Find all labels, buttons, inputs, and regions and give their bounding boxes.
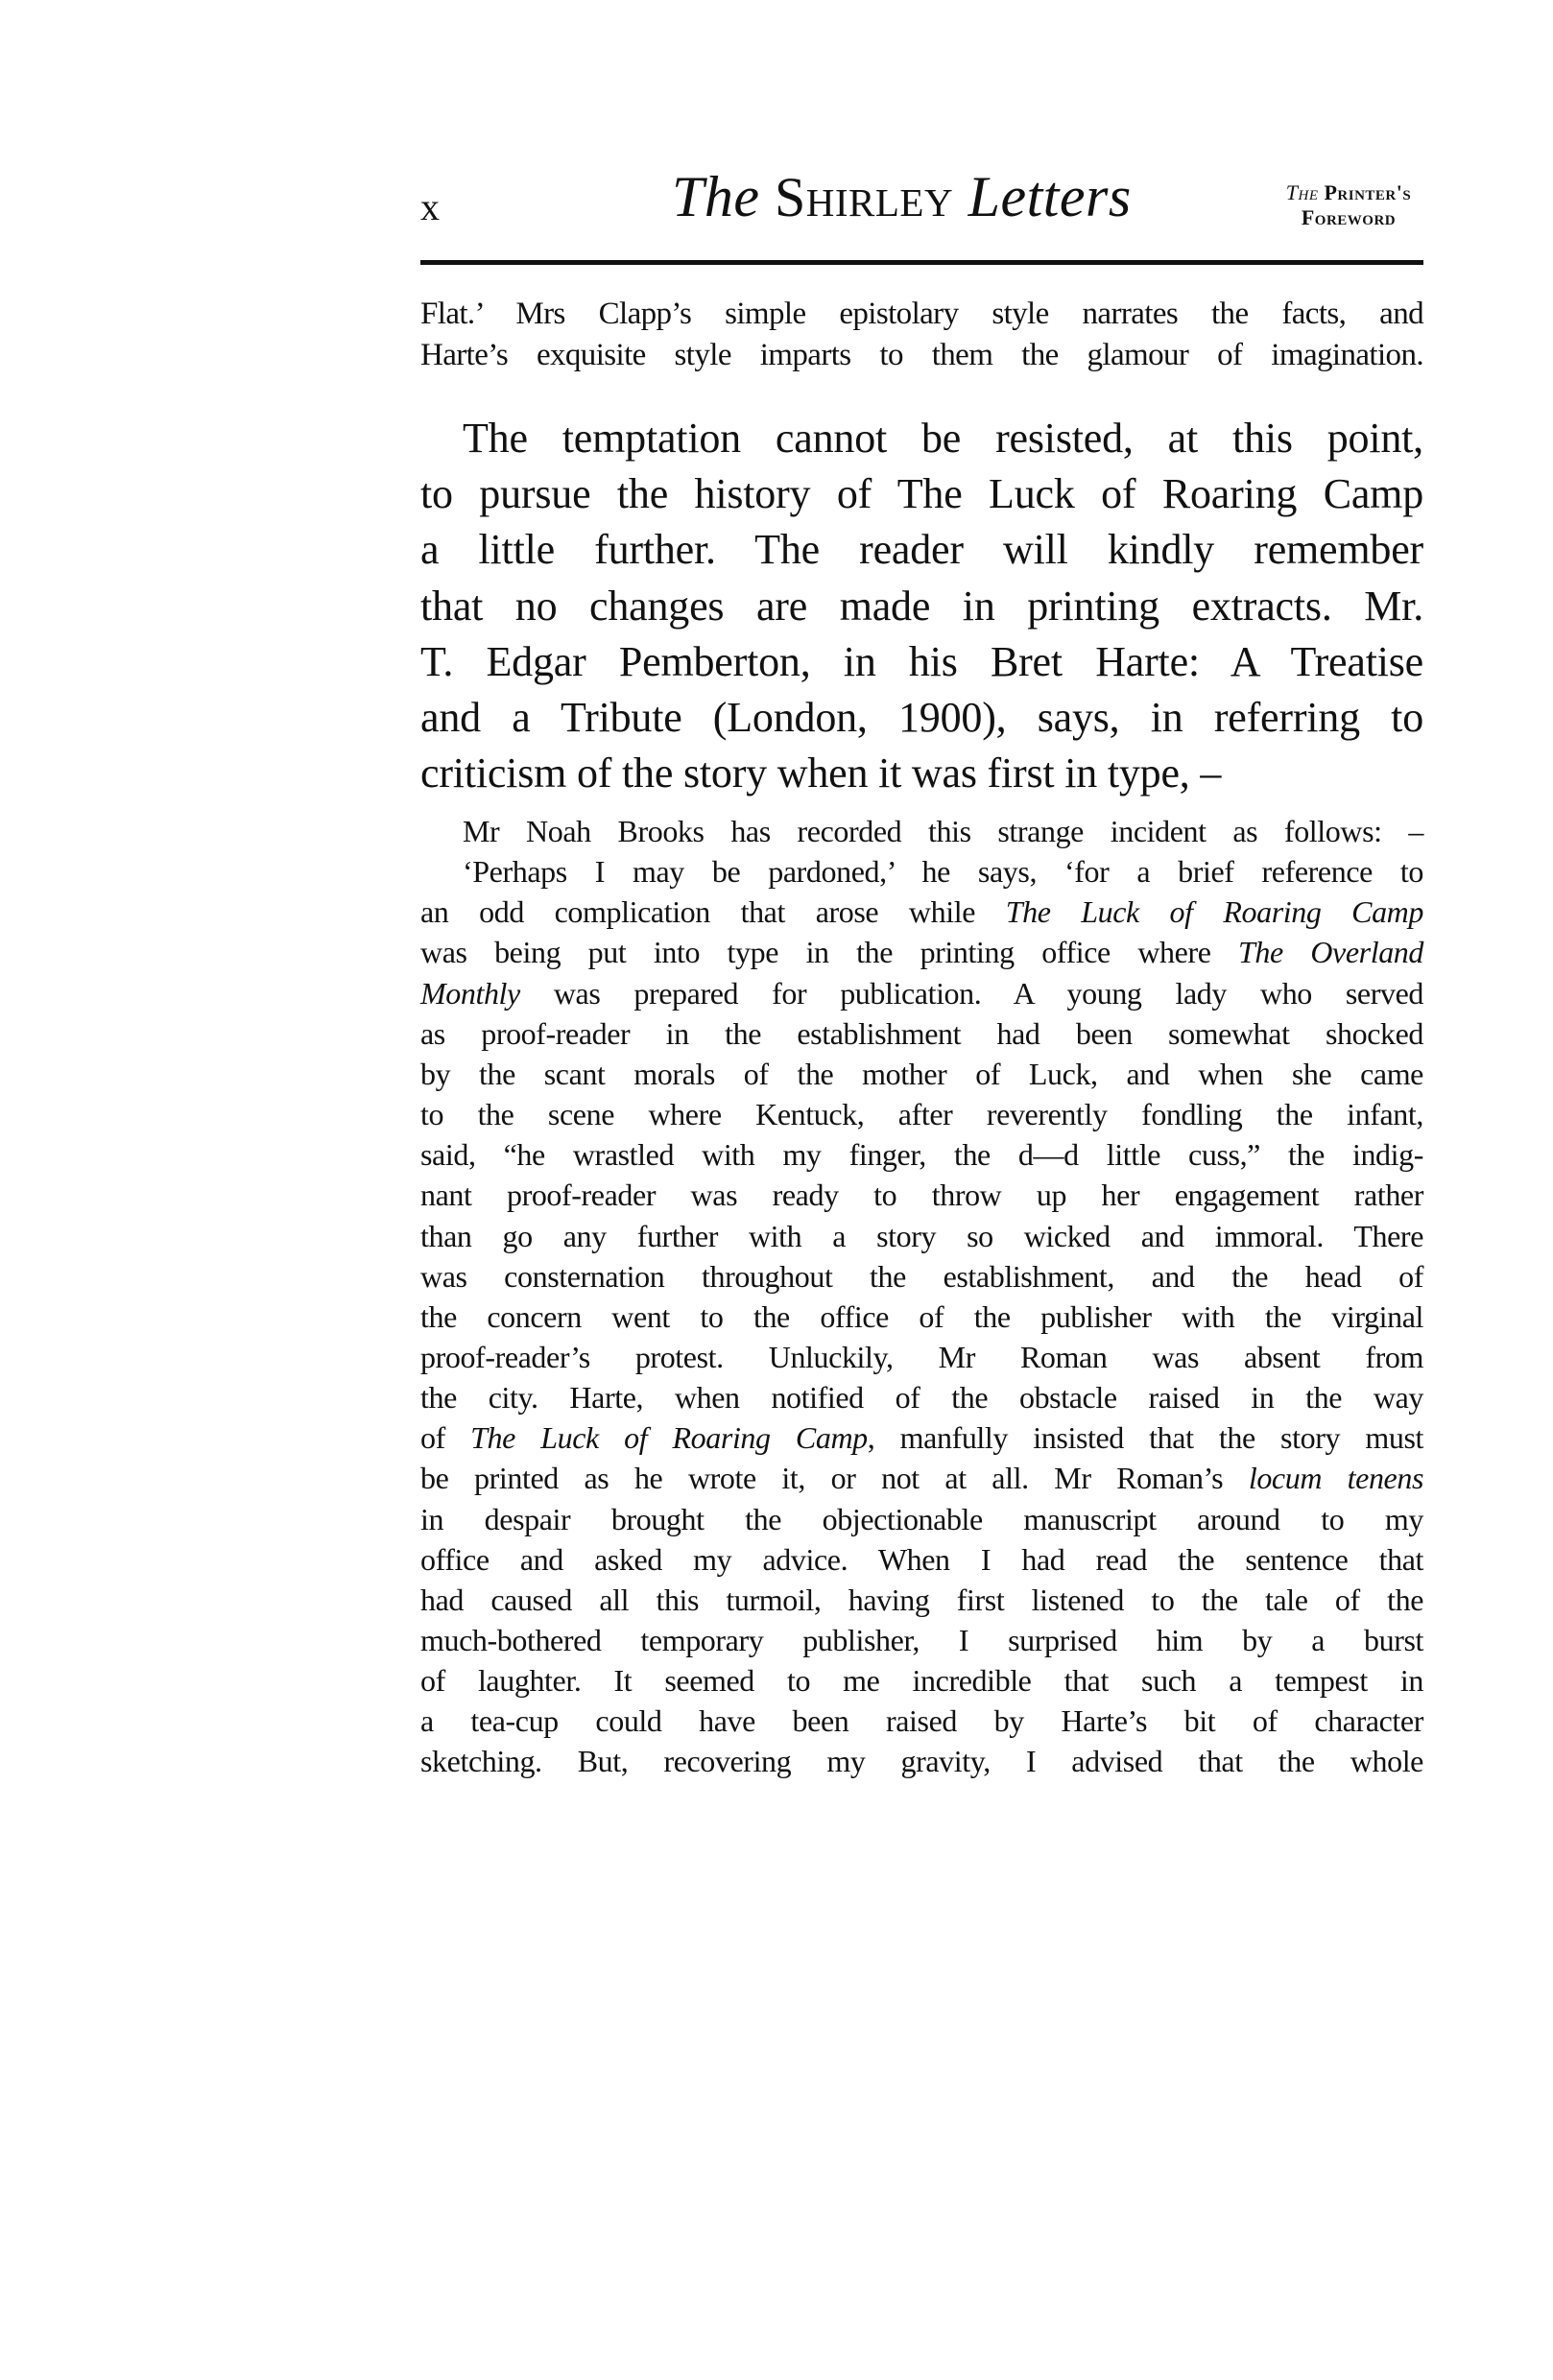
text-line: T. Edgar Pemberton, in his Bret Harte: A Treatise bbox=[420, 637, 1423, 685]
text-line: criticism of the story when it was first in type, – bbox=[420, 750, 1222, 797]
text-line: was being put into type in the printing office where The Overland bbox=[420, 935, 1423, 970]
text-line: be printed as he wrote it, or not at all. Mr Roman’s locum tenens bbox=[420, 1461, 1423, 1496]
section-label-printers: Printer's bbox=[1324, 180, 1412, 204]
text-line: Flat.’ Mrs Clapp’s simple epistolary style narrates the facts, and bbox=[420, 297, 1423, 331]
running-title bbox=[672, 165, 1171, 229]
running-title-shirley: Shirley bbox=[775, 166, 954, 228]
text-line: to pursue the history of The Luck of Roaring Camp bbox=[420, 470, 1423, 518]
running-title-letters: Letters bbox=[968, 165, 1132, 228]
text-line: Monthly was prepared for publication. A young lady who served bbox=[420, 975, 1423, 1011]
section-label-the: The bbox=[1285, 180, 1319, 204]
text-line: of laughter. It seemed to me incredible that such a tempest in bbox=[420, 1663, 1423, 1699]
text-line: proof-reader’s protest. Unluckily, Mr Roman was absent from bbox=[420, 1339, 1423, 1374]
text-line: the concern went to the office of the publisher with the virginal bbox=[420, 1298, 1423, 1334]
page-number: x bbox=[420, 185, 440, 228]
header-rule bbox=[420, 260, 1423, 265]
text-line: of The Luck of Roaring Camp, manfully insisted that the story must bbox=[420, 1420, 1423, 1456]
text-line: Mr Noah Brooks has recorded this strange incident as follows: – bbox=[463, 814, 1423, 848]
section-label-foreword: Foreword bbox=[1301, 205, 1397, 229]
text-line: an odd complication that arose while The Luck of Roaring Camp bbox=[420, 894, 1423, 930]
text-line: The temptation cannot be resisted, at this point, bbox=[463, 415, 1423, 462]
text-line: ‘Perhaps I may be pardoned,’ he says, ‘for a brief reference to bbox=[463, 854, 1423, 890]
text-line: in despair brought the objectionable manuscript around to my bbox=[420, 1501, 1423, 1536]
text-line: Harte’s exquisite style imparts to them the glamour of imagination. bbox=[420, 338, 1423, 372]
text-line: by the scant morals of the mother of Luck, and when she came bbox=[420, 1056, 1423, 1091]
text-line: office and asked my advice. When I had read the sentence that bbox=[420, 1541, 1423, 1577]
text-line: than go any further with a story so wicked and immoral. There bbox=[420, 1218, 1423, 1253]
text-line: the city. Harte, when notified of the obstacle raised in the way bbox=[420, 1380, 1423, 1416]
text-line: a little further. The reader will kindly remember bbox=[420, 526, 1423, 574]
text-line: nant proof-reader was ready to throw up her engagement rather bbox=[420, 1178, 1423, 1213]
text-line: much-bothered temporary publisher, I surprised him by a burst bbox=[420, 1623, 1423, 1657]
text-line: was consternation throughout the establishment, and the head of bbox=[420, 1258, 1423, 1294]
text-line: as proof-reader in the establishment had been somewhat shocked bbox=[420, 1015, 1423, 1051]
text-line: had caused all this turmoil, having first listened to the tale of the bbox=[420, 1582, 1423, 1617]
text-line: to the scene where Kentuck, after reverently fondling the infant, bbox=[420, 1097, 1423, 1132]
running-title-the: The bbox=[672, 165, 760, 228]
text-line: that no changes are made in printing extracts. Mr. bbox=[420, 582, 1423, 630]
text-line: said, “he wrastled with my finger, the d—d little cuss,” the indig- bbox=[420, 1137, 1423, 1173]
text-line: and a Tribute (London, 1900), says, in referring to bbox=[420, 694, 1423, 741]
section-label bbox=[1257, 180, 1440, 230]
text-line: a tea-cup could have been raised by Harte’s bit of character bbox=[420, 1703, 1423, 1739]
text-line: sketching. But, recovering my gravity, I advised that the whole bbox=[420, 1744, 1423, 1779]
